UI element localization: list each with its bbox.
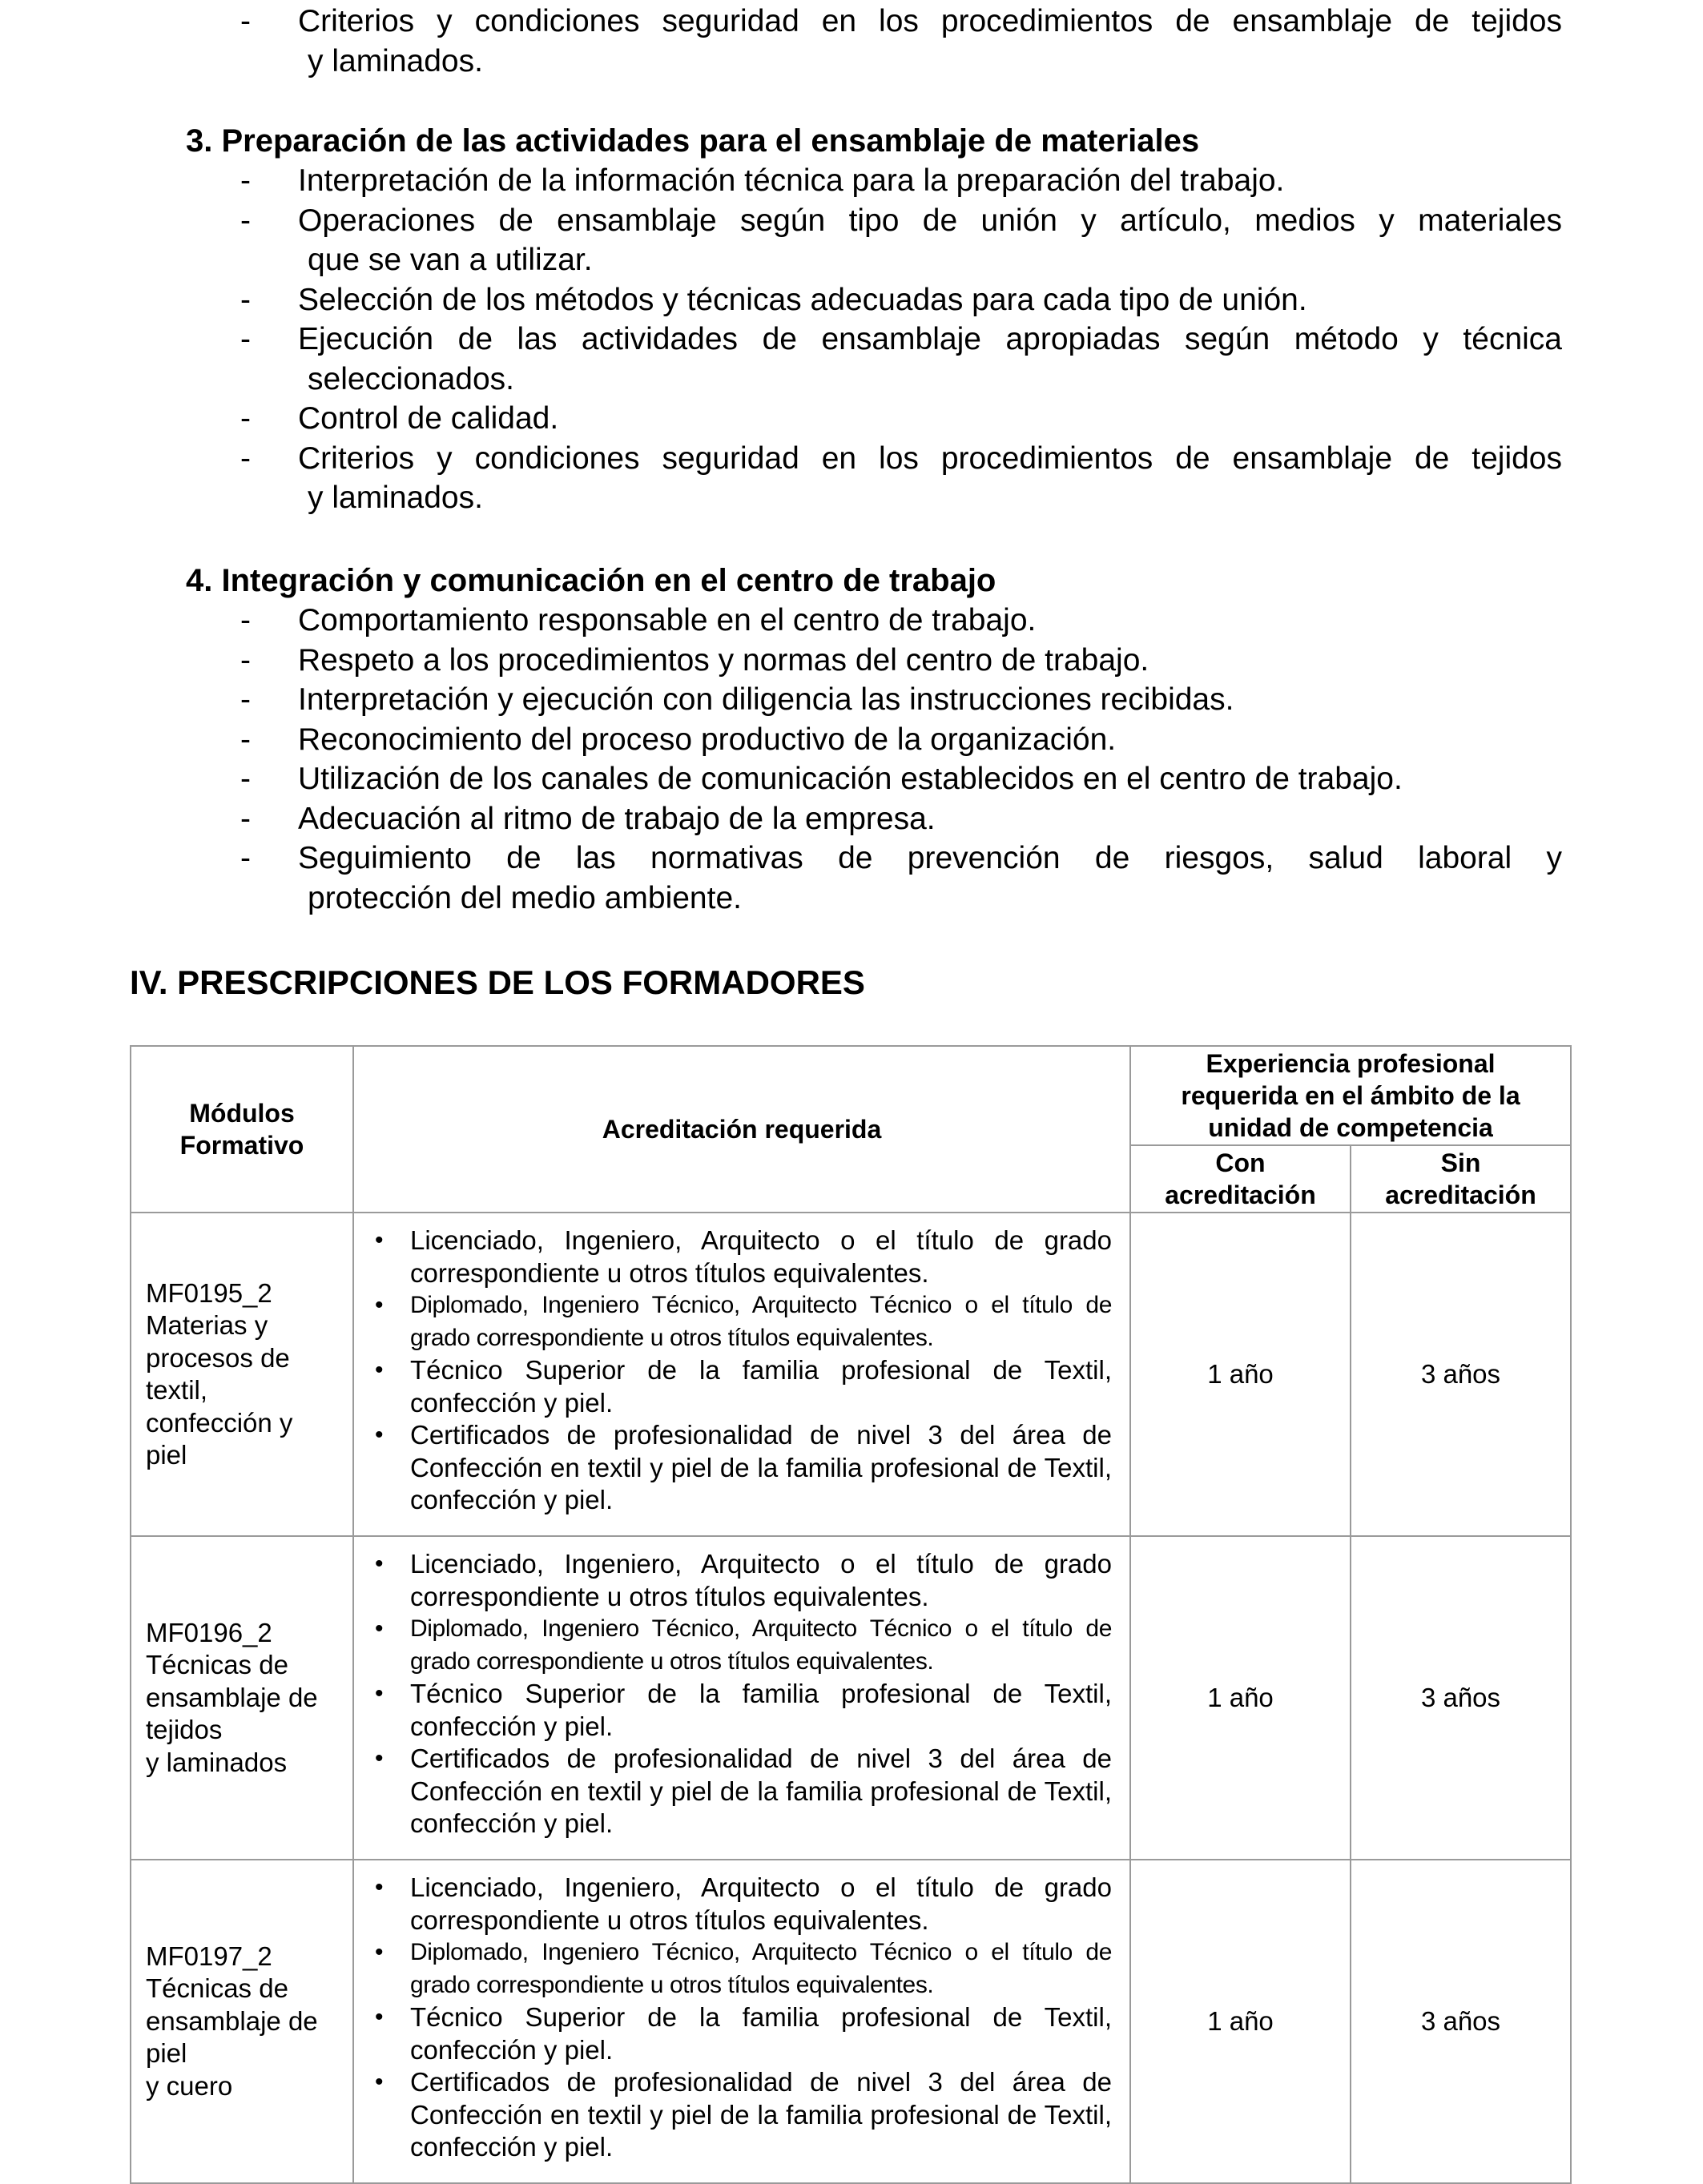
- module-line: MF0195_2: [146, 1277, 272, 1308]
- list-item: [240, 839, 1562, 918]
- con-acreditacion-cell: 1 año: [1130, 1860, 1351, 2183]
- section-4-list: [240, 601, 1562, 918]
- accreditation-item: [372, 1289, 1112, 1354]
- accreditation-text: Diplomado, Ingeniero Técnico, Arquitecto Técnico o el título de grado correspondiente u otros títulos equivalentes.: [410, 1939, 1112, 1998]
- con-acreditacion-cell: 1 año: [1130, 1213, 1351, 1536]
- module-line: y laminados: [146, 1747, 288, 1777]
- list-item-text: Interpretación de la información técnica para la preparación del trabajo.: [298, 163, 1285, 198]
- bullet-icon: •: [375, 1615, 384, 1642]
- module-line: procesos de: [146, 1342, 290, 1373]
- bullet-icon: •: [375, 1874, 384, 1900]
- bullet-icon: •: [375, 1551, 384, 1577]
- list-item: [240, 2, 1562, 81]
- dash-marker: -: [240, 401, 251, 436]
- accreditation-list: [372, 1225, 1112, 1517]
- list-item-text: Respeto a los procedimientos y normas del centro de trabajo.: [298, 642, 1149, 678]
- section-4-heading: 4. Integración y comunicación en el centro de trabajo: [186, 563, 996, 598]
- list-item: [240, 720, 1562, 760]
- module-line: MF0197_2: [146, 1941, 272, 1971]
- bullet-icon: •: [375, 1357, 384, 1383]
- list-item-text: Criterios y condiciones seguridad en los procedimientos de ensamblaje de tejidos: [298, 440, 1562, 476]
- list-item: [240, 161, 1562, 201]
- bullet-icon: •: [375, 1227, 384, 1253]
- accreditation-item: [372, 1548, 1112, 1613]
- module-line: ensamblaje de: [146, 2005, 318, 2036]
- list-item: [240, 759, 1562, 799]
- header-experiencia-label: Experiencia profesional requerida en el ámbito de la unidad de competencia: [1181, 1049, 1520, 1142]
- dash-marker: -: [240, 603, 251, 638]
- trainers-prescription-table: [130, 1045, 1572, 2184]
- module-cell: [131, 1213, 353, 1536]
- accreditation-cell: [353, 1536, 1130, 1860]
- module-line: MF0196_2: [146, 1617, 272, 1647]
- list-item-text: Control de calidad.: [298, 401, 559, 436]
- dash-marker: -: [240, 722, 251, 757]
- header-experiencia: [1130, 1046, 1571, 1145]
- module-cell: [131, 1860, 353, 2183]
- accreditation-text: Licenciado, Ingeniero, Arquitecto o el título de grado correspondiente u otros títulos equivalentes.: [410, 1549, 1112, 1611]
- list-item-continuation: que se van a utilizar.: [308, 243, 593, 277]
- list-item: [240, 601, 1562, 641]
- dash-marker: -: [240, 163, 251, 198]
- list-item-text: Utilización de los canales de comunicación establecidos en el centro de trabajo.: [298, 762, 1403, 796]
- accreditation-item: [372, 1419, 1112, 1517]
- module-line: tejidos: [146, 1715, 223, 1745]
- continued-list: [240, 2, 1562, 81]
- module-line: piel: [146, 1440, 187, 1470]
- accreditation-item: [372, 2001, 1112, 2066]
- table-row: [131, 1860, 1571, 2183]
- list-item-text: Criterios y condiciones seguridad en los procedimientos de ensamblaje de tejidos: [298, 4, 1562, 38]
- main-heading: IV. PRESCRIPCIONES DE LOS FORMADORES: [130, 963, 865, 1001]
- list-item-text: Seguimiento de las normativas de prevención de riesgos, salud laboral y: [298, 841, 1562, 875]
- accreditation-text: Técnico Superior de la familia profesional de Textil, confección y piel.: [410, 2002, 1112, 2065]
- section-3-heading: 3. Preparación de las actividades para el ensamblaje de materiales: [186, 123, 1200, 159]
- dash-marker: -: [240, 4, 251, 38]
- accreditation-item: [372, 1872, 1112, 1937]
- bullet-icon: •: [375, 1939, 384, 1965]
- bullet-icon: •: [375, 2004, 384, 2030]
- module-line: Técnicas de: [146, 1650, 288, 1680]
- list-item-text: Comportamiento responsable en el centro de trabajo.: [298, 603, 1037, 638]
- accreditation-text: Licenciado, Ingeniero, Arquitecto o el título de grado correspondiente u otros títulos equivalentes.: [410, 1872, 1112, 1935]
- accreditation-text: Diplomado, Ingeniero Técnico, Arquitecto Técnico o el título de grado correspondiente u otros títulos equivalentes.: [410, 1292, 1112, 1351]
- module-line: ensamblaje de: [146, 1682, 318, 1712]
- accreditation-text: Licenciado, Ingeniero, Arquitecto o el título de grado correspondiente u otros títulos equivalentes.: [410, 1225, 1112, 1288]
- list-item-text: Selección de los métodos y técnicas adecuadas para cada tipo de unión.: [298, 282, 1307, 317]
- module-line: Materias y: [146, 1310, 268, 1340]
- list-item: [240, 641, 1562, 681]
- accreditation-item: [372, 2066, 1112, 2164]
- accreditation-item: [372, 1743, 1112, 1840]
- list-item: [240, 680, 1562, 720]
- accreditation-text: Diplomado, Ingeniero Técnico, Arquitecto Técnico o el título de grado correspondiente u otros títulos equivalentes.: [410, 1615, 1112, 1675]
- sin-acreditacion-cell: 3 años: [1351, 1536, 1571, 1860]
- accreditation-text: Certificados de profesionalidad de nivel 3 del área de Confección en textil y piel de la familia profesional de Textil, confección y piel.: [410, 1420, 1112, 1514]
- dash-marker: -: [240, 282, 251, 317]
- list-item: [240, 439, 1562, 518]
- sin-acreditacion-cell: 3 años: [1351, 1860, 1571, 2183]
- bullet-icon: •: [375, 1680, 384, 1707]
- table-row: [131, 1213, 1571, 1536]
- dash-marker: -: [240, 203, 251, 238]
- module-cell: [131, 1536, 353, 1860]
- header-sin-acreditacion: [1351, 1145, 1571, 1213]
- accreditation-text: Certificados de profesionalidad de nivel 3 del área de Confección en textil y piel de la familia profesional de Textil, confección y piel.: [410, 2067, 1112, 2162]
- list-item-text: Adecuación al ritmo de trabajo de la empresa.: [298, 801, 936, 836]
- dash-marker: -: [240, 322, 251, 356]
- accreditation-item: [372, 1354, 1112, 1419]
- list-item: [240, 201, 1562, 280]
- list-item: [240, 399, 1562, 439]
- accreditation-text: Técnico Superior de la familia profesional de Textil, confección y piel.: [410, 1679, 1112, 1741]
- list-item-continuation: y laminados.: [308, 43, 483, 78]
- bullet-icon: •: [375, 2069, 384, 2095]
- module-line: piel: [146, 2038, 187, 2069]
- bullet-icon: •: [375, 1422, 384, 1448]
- accreditation-item: [372, 1678, 1112, 1743]
- header-con-label: Con acreditación: [1165, 1148, 1316, 1209]
- list-item: [240, 320, 1562, 399]
- bullet-icon: •: [375, 1745, 384, 1772]
- header-modulos-label: Módulos Formativo: [179, 1099, 304, 1160]
- list-item-text: Operaciones de ensamblaje según tipo de unión y artículo, medios y materiales: [298, 203, 1562, 238]
- dash-marker: -: [240, 762, 251, 796]
- list-item-text: Ejecución de las actividades de ensamblaje apropiadas según método y técnica: [298, 322, 1562, 356]
- sin-acreditacion-cell: 3 años: [1351, 1213, 1571, 1536]
- header-modulos: [131, 1046, 353, 1213]
- module-line: Técnicas de: [146, 1973, 288, 2004]
- dash-marker: -: [240, 642, 251, 678]
- accreditation-cell: [353, 1860, 1130, 2183]
- header-con-acreditacion: [1130, 1145, 1351, 1213]
- accreditation-list: [372, 1548, 1112, 1840]
- module-line: textil,: [146, 1375, 208, 1405]
- dash-marker: -: [240, 682, 251, 717]
- header-acreditacion-label: Acreditación requerida: [602, 1115, 882, 1144]
- dash-marker: -: [240, 440, 251, 476]
- dash-marker: -: [240, 841, 251, 875]
- list-item: [240, 280, 1562, 320]
- bullet-icon: •: [375, 1292, 384, 1318]
- accreditation-item: [372, 1937, 1112, 2001]
- accreditation-cell: [353, 1213, 1130, 1536]
- accreditation-item: [372, 1225, 1112, 1289]
- table-row: [131, 1536, 1571, 1860]
- list-item-continuation: y laminados.: [308, 481, 483, 515]
- list-item: [240, 799, 1562, 839]
- list-item-continuation: protección del medio ambiente.: [308, 880, 742, 915]
- section-3-list: [240, 161, 1562, 518]
- list-item-continuation: seleccionados.: [308, 361, 514, 396]
- con-acreditacion-cell: 1 año: [1130, 1536, 1351, 1860]
- accreditation-text: Certificados de profesionalidad de nivel 3 del área de Confección en textil y piel de la familia profesional de Textil, confección y piel.: [410, 1744, 1112, 1838]
- list-item-text: Interpretación y ejecución con diligencia las instrucciones recibidas.: [298, 682, 1234, 717]
- accreditation-list: [372, 1872, 1112, 2164]
- header-acreditacion: [353, 1046, 1130, 1213]
- accreditation-text: Técnico Superior de la familia profesional de Textil, confección y piel.: [410, 1355, 1112, 1418]
- dash-marker: -: [240, 801, 251, 836]
- module-line: y cuero: [146, 2070, 233, 2101]
- list-item-text: Reconocimiento del proceso productivo de la organización.: [298, 722, 1117, 757]
- module-line: confección y: [146, 1407, 293, 1438]
- header-sin-label: Sin acreditación: [1385, 1148, 1536, 1209]
- accreditation-item: [372, 1613, 1112, 1678]
